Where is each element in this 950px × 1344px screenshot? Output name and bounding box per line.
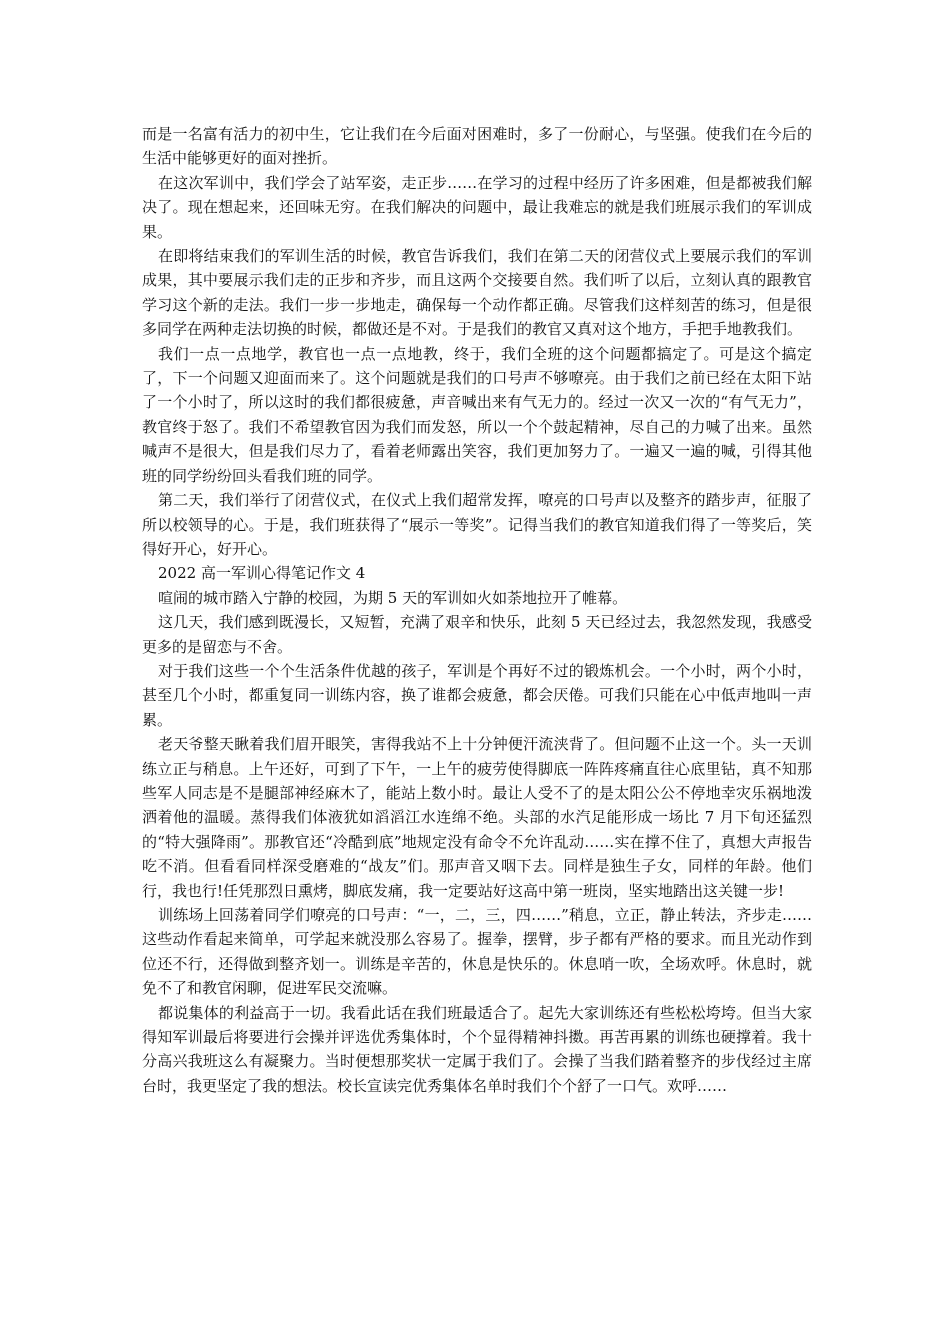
section-heading: 2022 高一军训心得笔记作文 4 bbox=[158, 564, 366, 583]
paragraph-11: 都说集体的利益高于一切。我看此话在我们班最适合了。起先大家训练还有些松松垮垮。但当大家得知军训最后将要进行会操并评选优秀集体时，个个显得精神抖擞。再苦再累的训练也硬撑着。我十分高兴我班这么有凝聚力。当时便想那奖状一定属于我们了。会操了当我们踏着整齐的步伐经过主席台时，我更坚定了我的想法。校长宣读完优秀集体名单时我们个个舒了一口气。欢呼…… bbox=[142, 1003, 812, 1095]
paragraph-5: 第二天，我们举行了闭营仪式，在仪式上我们超常发挥，嘹亮的口号声以及整齐的踏步声，征服了所以校领导的心。于是，我们班获得了“展示一等奖”。记得当我们的教官知道我们得了一等奖后，笑得好开心，好开心。 bbox=[142, 491, 812, 558]
paragraph-10: 训练场上回荡着同学们嘹亮的口号声：“一，二，三，四……”稍息，立正，静止转法，齐步走……这些动作看起来简单，可学起来就没那么容易了。握拳，摆臂，步子都有严格的要求。而且光动作到位还不行，还得做到整齐划一。训练是辛苦的，休息是快乐的。休息哨一吹，全场欢呼。休息时，就免不了和教官闲聊，促进军民交流嘛。 bbox=[142, 906, 812, 998]
paragraph-4: 我们一点一点地学，教官也一点一点地教，终于，我们全班的这个问题都搞定了。可是这个搞定了，下一个问题又迎面而来了。这个问题就是我们的口号声不够嘹亮。由于我们之前已经在太阳下站了一个小时了，所以这时的我们都很疲惫，声音喊出来有气无力的。经过一次又一次的“有气无力”，教官终于怒了。我们不希望教官因为我们而发怒，所以一个个鼓起精神，尽自己的力喊了出来。虽然喊声不是很大，但是我们尽力了，看着老师露出笑容，我们更加努力了。一遍又一遍的喊，引得其他班的同学纷纷回头看我们班的同学。 bbox=[142, 344, 812, 485]
document-body bbox=[142, 122, 812, 1098]
paragraph-2: 在这次军训中，我们学会了站军姿，走正步……在学习的过程中经历了许多困难，但是都被我们解决了。现在想起来，还回味无穷。在我们解决的问题中，最让我难忘的就是我们班展示我们的军训成果。 bbox=[142, 173, 812, 241]
paragraph-8: 对于我们这些一个个生活条件优越的孩子，军训是个再好不过的锻炼机会。一个小时，两个小时，甚至几个小时，都重复同一训练内容，换了谁都会疲惫，都会厌倦。可我们只能在心中低声地叫一声累。 bbox=[142, 661, 812, 729]
paragraph-3: 在即将结束我们的军训生活的时候，教官告诉我们，我们在第二天的闭营仪式上要展示我们的军训成果，其中要展示我们走的正步和齐步，而且这两个交接要自然。我们听了以后，立刻认真的跟教官学习这个新的走法。我们一步一步地走，确保每一个动作都正确。尽管我们这样刻苦的练习，但是很多同学在两种走法切换的时候，都做还是不对。于是我们的教官又真对这个地方，手把手地教我们。 bbox=[142, 247, 812, 339]
paragraph-6: 喧闹的城市踏入宁静的校园，为期 5 天的军训如火如荼地拉开了帷幕。 bbox=[158, 588, 628, 607]
paragraph-1: 而是一名富有活力的初中生，它让我们在今后面对困难时，多了一份耐心，与坚强。使我们在今后的生活中能够更好的面对挫折。 bbox=[142, 125, 812, 168]
paragraph-9: 老天爷整天瞅着我们眉开眼笑，害得我站不上十分钟便汗流浃背了。但问题不止这一个。头一天训练立正与稍息。上午还好，可到了下午，一上午的疲劳使得脚底一阵阵疼痛直往心底里钻，真不知那些军人同志是不是腿部神经麻木了，能站上数小时。最让人受不了的是太阳公公不停地幸灾乐祸地泼洒着他的温暖。蒸得我们体液犹如滔滔江水连绵不绝。头部的水汽足能形成一场比 7 月下旬还猛烈的“特大强降雨”。那教官还“冷酷到底”地规定没有命令不允许乱动……实在撑不住了，真想大声报告吃不消。但看看同样深受磨难的“战友”们。那声音又咽下去。同样是独生子女，同样的年龄。他们行，我也行!任凭那烈日熏烤，脚底发痛，我一定要站好这高中第一班岗，坚实地踏出这关键一步! bbox=[142, 735, 812, 900]
paragraph-7: 这几天，我们感到既漫长，又短暂，充满了艰辛和快乐，此刻 5 天已经过去，我忽然发现，我感受更多的是留恋与不舍。 bbox=[142, 613, 812, 656]
